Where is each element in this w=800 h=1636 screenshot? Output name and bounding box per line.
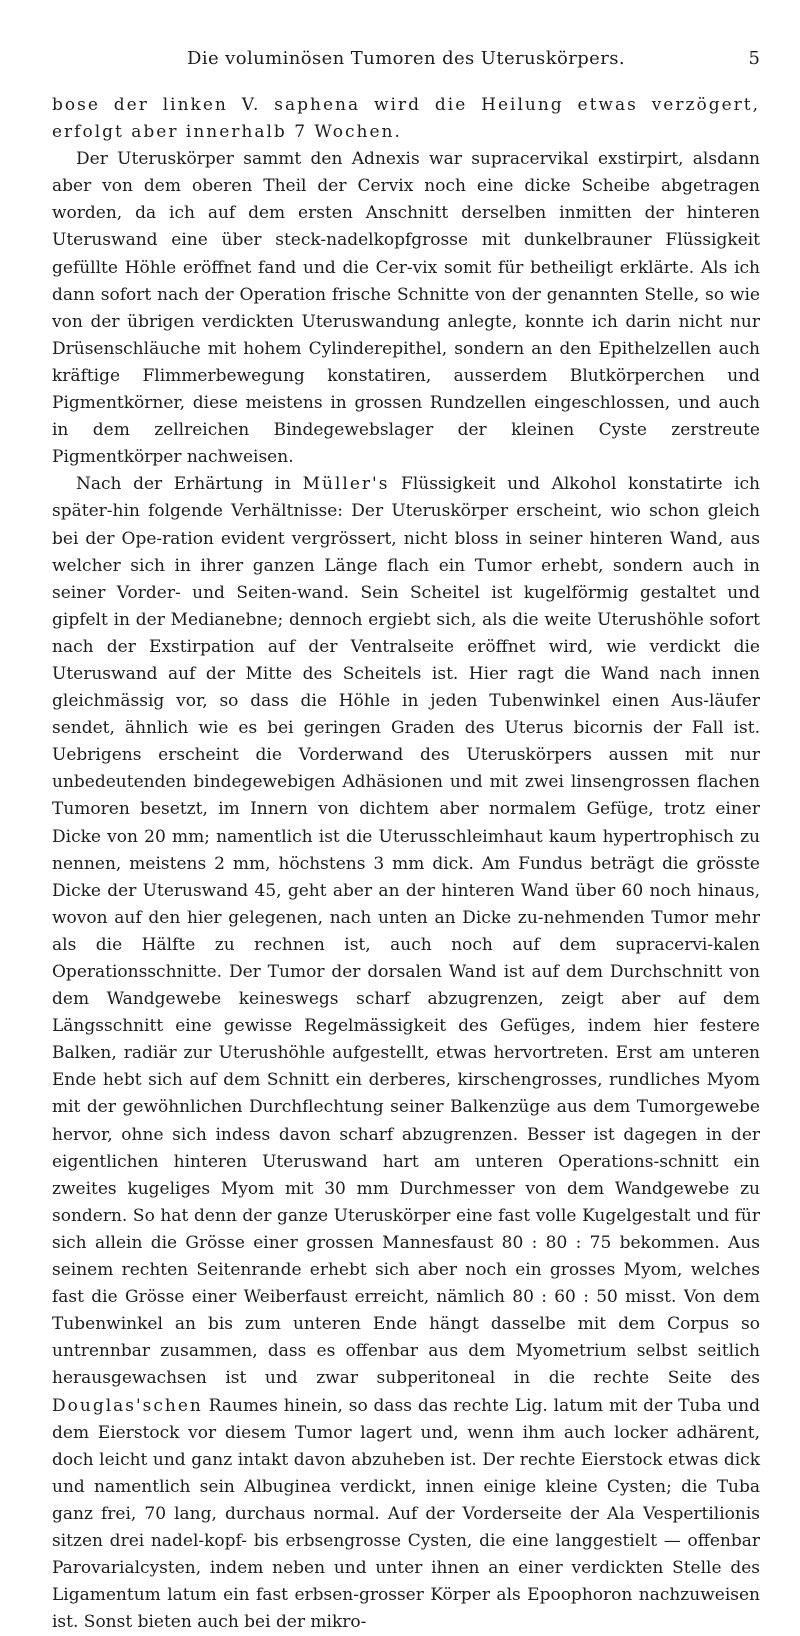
text-run: Raumes hinein, so dass das rechte Lig. latum mit der Tuba und dem Eierstock vor diesem Tumor lagert und, wenn ihm auch locker adhärent, doch leicht und ganz intakt davon abzuheben ist. Der rechte Eierstock etwas dick und namentlich sein Albuginea verdickt, innen einige kleine Cysten; die Tuba ganz frei, 70 lang, durchaus normal. Auf der Vorderseite der Ala Vespertilionis sitzen drei nadel-kopf- bis erbsengrosse Cysten, die eine langgestielt — offenbar Parovarialcysten, indem neben und unter ihnen an einer verdickten Stelle des Ligamentum latum ein fast erbsen-grosser Körper als Epoophoron nachzuweisen ist. Sonst bieten auch bei der mikro- <box>52 1395 760 1633</box>
spaced-text: bose der linken V. saphena wird die Heilung etwas verzögert, erfolgt aber innerhalb 7 Wochen. <box>52 95 760 143</box>
paragraph <box>52 146 760 471</box>
page-number: 5 <box>748 48 760 69</box>
paragraph <box>52 92 760 146</box>
page <box>52 48 760 1636</box>
paragraph <box>52 471 760 1636</box>
text-run: Der Uteruskörper sammt den Adnexis war supracervikal exstirpirt, alsdann aber von dem oberen Theil der Cervix noch eine dicke Scheibe abgetragen worden, da ich auf dem ersten Anschnitt derselben inmitten der hinteren Uteruswand eine über steck-nadelkopfgrosse mit dunkelbrauner Flüssigkeit gefüllte Höhle eröffnet fand und die Cer-vix somit für betheiligt erklärte. Als ich dann sofort nach der Operation frische Schnitte von der genannten Stelle, so wie von der übrigen verdickten Uteruswandung anlegte, konnte ich darin nicht nur Drüsenschläuche mit hohem Cylinderepithel, sondern an den Epithelzellen auch kräftige Flimmerbewegung konstatiren, ausserdem Blutkörperchen und Pigmentkörner, diese meistens in grossen Rundzellen eingeschlossen, und auch in dem zellreichen Bindegewebslager der kleinen Cyste zerstreute Pigmentkörper nachweisen. <box>52 149 760 468</box>
text-run: Nach der Erhärtung in <box>76 474 303 495</box>
spaced-text: Müller's <box>302 474 390 495</box>
spaced-text: Douglas'schen <box>52 1395 203 1416</box>
running-title: Die voluminösen Tumoren des Uteruskörpers. <box>187 48 625 69</box>
text-run: Flüssigkeit und Alkohol konstatirte ich später-hin folgende Verhältnisse: Der Uteruskörper erscheint, wio schon gleich bei der Ope-ration evident vergrössert, nicht bloss in seiner hinteren Wand, aus welcher sich in ihrer ganzen Länge flach ein Tumor erhebt, sondern auch in seiner Vorder- und Seiten-wand. Sein Scheitel ist kugelförmig gestaltet und gipfelt in der Medianebne; dennoch ergiebt sich, als die weite Uterushöhle sofort nach der Exstirpation auf der Ventralseite eröffnet wird, wie verdickt die Uteruswand auf der Mitte des Scheitels ist. Hier ragt die Wand nach innen gleichmässig vor, so dass die Höhle in jeden Tubenwinkel einen Aus-läufer sendet, ähnlich wie es bei geringen Graden des Uterus bicornis der Fall ist. Uebrigens erscheint die Vorderwand des Uteruskörpers aussen mit nur unbedeutenden bindegewebigen Adhäsionen und mit zwei linsengrossen flachen Tumoren besetzt, im Innern von dichtem aber normalem Gefüge, trotz einer Dicke von 20 mm; namentlich ist die Uterusschleimhaut kaum hypertrophisch zu nennen, meistens 2 mm, höchstens 3 mm dick. Am Fundus beträgt die grösste Dicke der Uteruswand 45, geht aber an der hinteren Wand über 60 noch hinaus, wovon auf den hier gelegenen, nach unten an Dicke zu-nehmenden Tumor mehr als die Hälfte zu rechnen ist, auch noch auf dem supracervi-kalen Operationsschnitte. Der Tumor der dorsalen Wand ist auf dem Durchschnitt von dem Wandgewebe keineswegs scharf abzugrenzen, zeigt aber auf dem Längsschnitt eine gewisse Regelmässigkeit des Gefüges, indem hier festere Balken, radiär zur Uterushöhle aufgestellt, etwas hervortreten. Erst am unteren Ende hebt sich auf dem Schnitt ein derberes, kirschengrosses, rundliches Myom mit der gewöhnlichen Durchflechtung seiner Balkenzüge aus dem Tumorgewebe hervor, ohne sich indess davon scharf abzugrenzen. Besser ist dagegen in der eigentlichen hinteren Uteruswand hart am unteren Operations-schnitt ein zweites kugeliges Myom mit 30 mm Durchmesser von dem Wandgewebe zu sondern. So hat denn der ganze Uteruskörper eine fast volle Kugelgestalt und für sich allein die Grösse einer grossen Mannesfaust 80 : 80 : 75 bekommen. Aus seinem rechten Seitenrande erhebt sich aber noch ein grosses Myom, welches fast die Grösse einer Weiberfaust erreicht, nämlich 80 : 60 : 50 misst. Von dem Tubenwinkel an bis zum unteren Ende hängt dasselbe mit dem Corpus so untrennbar zusammen, dass es offenbar aus dem Myometrium selbst seitlich herausgewachsen ist und zwar subperitoneal in die rechte Seite des <box>52 474 760 1389</box>
body-text <box>52 92 760 1636</box>
running-head <box>52 48 760 74</box>
